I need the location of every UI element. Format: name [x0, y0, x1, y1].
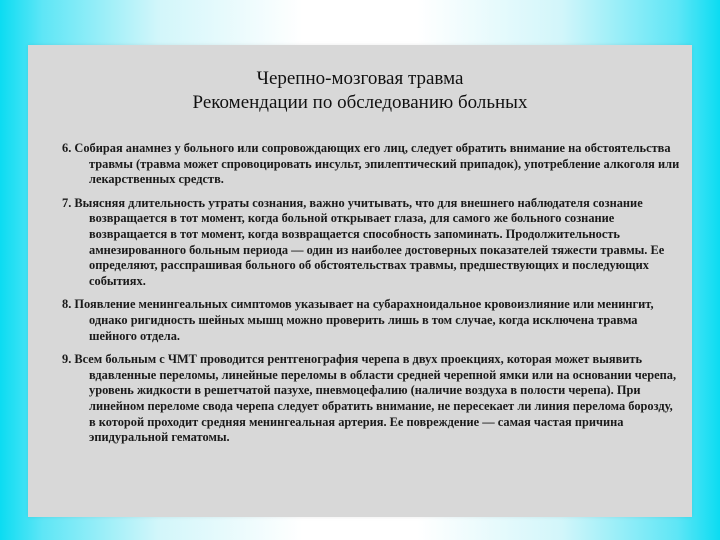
slide-title-line-1: Черепно-мозговая травма	[256, 68, 464, 89]
recommendation-item-9: 9. Всем больным с ЧМТ проводится рентгенография черепа в двух проекциях, которая может выявить вдавленные переломы, линейные переломы в области средней черепной ямки или на основании черепа, уровень жидкости в решетчатой пазухе, пневмоцефалию (наличие воздуха в полости черепа). При линейном переломе свода черепа следует обратить внимание, не пересекает ли линия перелома борозду, в которой проходит средняя менингеальная артерия. Ее повреждение — самая частая причина эпидуральной гематомы.	[62, 352, 677, 445]
recommendation-item-7: 7. Выясняя длительность утраты сознания, важно учитывать, что для внешнего наблюдателя сознание возвращается в тот момент, когда больной открывает глаза, для самого же больного сознание возвращается в тот момент, когда возвращается способность запоминать. Продолжительность амнезированного больным периода — один из наиболее достоверных показателей тяжести травмы. Ее определяют, расспрашивая больного об обстоятельствах травмы, предшествующих и последующих событиях.	[62, 195, 665, 288]
recommendation-item-6: 6. Собирая анамнез у больного или сопровождающих его лиц, следует обратить внимание на обстоятельства травмы (травма может спровоцировать инсульт, эпилептический припадок), употребление алкоголя или лекарственных средств.	[62, 141, 680, 187]
recommendation-list	[62, 141, 680, 454]
slide-title-line-2: Рекомендации по обследованию больных	[192, 92, 528, 113]
slide-title	[28, 67, 692, 115]
slide-panel	[28, 45, 692, 517]
recommendation-item-8: 8. Появление менингеальных симптомов указывает на субарахноидальное кровоизлияние или менингит, однако ригидность шейных мышц можно проверить лишь в том случае, когда исключена травма шейного отдела.	[62, 297, 654, 343]
